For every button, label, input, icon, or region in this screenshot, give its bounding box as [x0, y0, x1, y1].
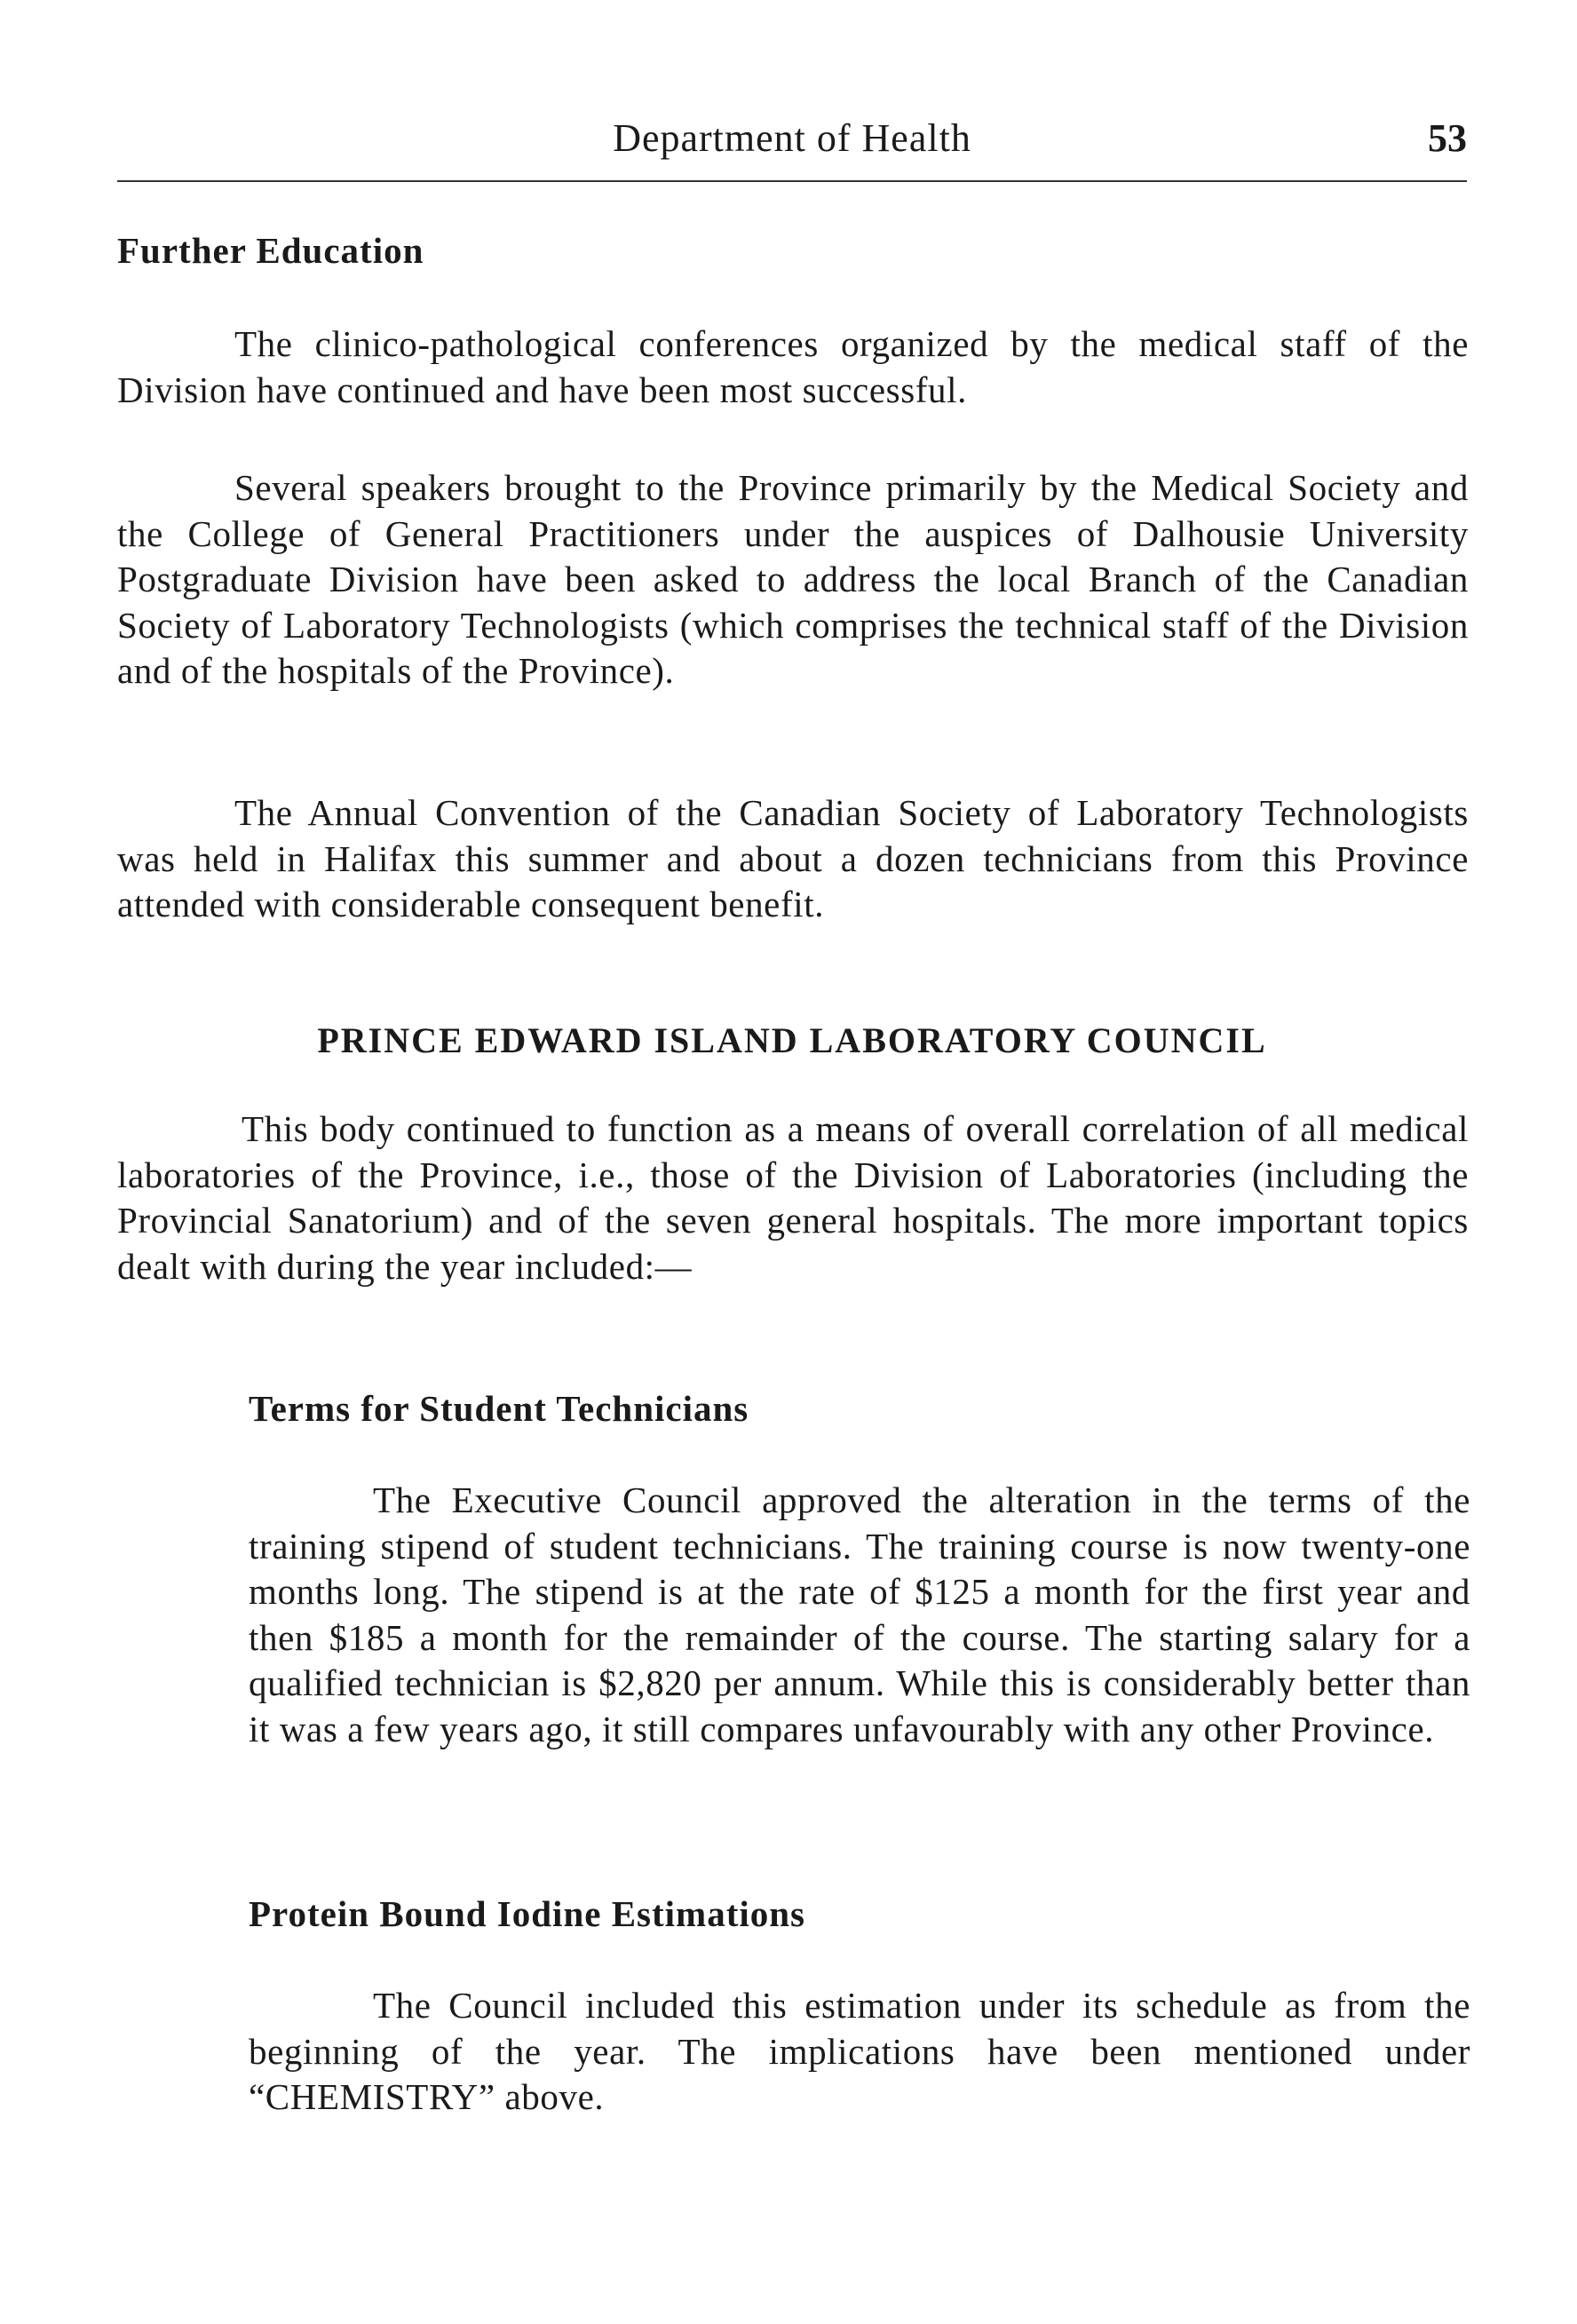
further-education-paragraph-3: The Annual Convention of the Canadian Society of Laboratory Technologists was held in Halifax this summer and about a dozen technicians from this Province attended with considerable consequent benefit. — [117, 792, 1469, 924]
council-heading: PRINCE EDWARD ISLAND LABORATORY COUNCIL — [317, 1020, 1267, 1060]
further-education-paragraph-2: Several speakers brought to the Province primarily by the Medical Society and the College of General Practitioners under the auspices of Dalhousie University Postgraduate Division have been asked to address the local Branch of the Canadian Society of Laboratory Technologists (which comprises the technical staff of the Division and of the hospitals of the Province). — [117, 467, 1469, 691]
further-education-heading: Further Education — [117, 230, 424, 271]
header-rule — [117, 180, 1467, 182]
terms-heading: Terms for Student Technicians — [249, 1388, 749, 1429]
page-number: 53 — [1428, 116, 1467, 160]
protein-paragraph: The Council included this estimation under its schedule as from the beginning of the year. The implications have been mentioned under “CHEMISTRY” above. — [249, 1985, 1470, 2117]
further-education-paragraph-1: The clinico-pathological conferences organized by the medical staff of the Division have continued and have been most successful. — [117, 323, 1469, 410]
protein-heading: Protein Bound Iodine Estimations — [249, 1893, 806, 1934]
terms-paragraph: The Executive Council approved the alteration in the terms of the training stipend of student technicians. The training course is now twenty-one months long. The stipend is at the rate of $125 a month for the first year and then $185 a month for the remainder of the course. The starting salary for a qualified technician is $2,820 per annum. While this is considerably better than it was a few years ago, it still compares unfavourably with any other Province. — [249, 1479, 1470, 1749]
council-paragraph: This body continued to function as a means of overall correlation of all medical laboratories of the Province, i.e., those of the Division of Laboratories (including the Provincial Sanatorium) and of the seven general hospitals. The more important topics dealt with during the year included:— — [117, 1108, 1469, 1287]
header-title: Department of Health — [613, 116, 971, 160]
running-header — [117, 115, 1467, 169]
